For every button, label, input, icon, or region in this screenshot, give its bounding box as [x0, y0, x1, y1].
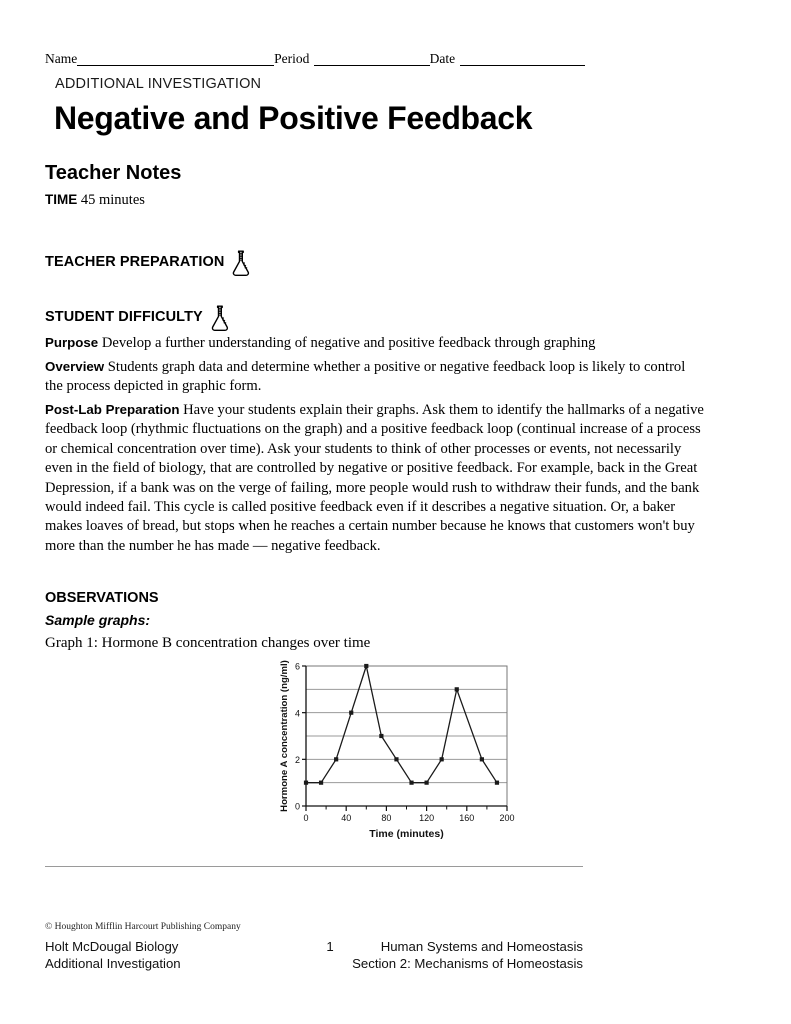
chart-data-point	[425, 781, 429, 785]
chart-y-tick-label: 2	[294, 754, 300, 765]
flask-icon	[209, 305, 231, 331]
footer-row	[45, 938, 583, 955]
chart-x-tick-label: 120	[419, 813, 435, 823]
kicker-label: ADDITIONAL INVESTIGATION	[55, 76, 262, 92]
chart-x-tick-label: 160	[459, 813, 475, 823]
chart-x-tick-label: 80	[381, 813, 392, 823]
chart-data-point	[319, 781, 323, 785]
time-line	[45, 192, 145, 209]
post-lab-preparation-paragraph	[45, 400, 705, 556]
chart-data-point	[334, 757, 338, 761]
chart-y-axis-label: Hormone A concentration (ng/ml)	[279, 660, 290, 812]
chart-data-point	[409, 781, 413, 785]
overview-text: Students graph data and determine whether a positive or negative feedback loop is likely to control the process depicted in graphic form.	[45, 359, 686, 395]
teacher-preparation-heading	[45, 250, 252, 270]
chart-y-tick-label: 6	[294, 661, 300, 672]
chart-canvas	[276, 658, 521, 843]
chart-x-tick-label: 40	[341, 813, 352, 823]
chart-data-point	[495, 781, 499, 785]
sample-graphs-label: Sample graphs:	[45, 612, 151, 628]
chart-x-tick-label: 0	[303, 813, 309, 823]
name-input-rule[interactable]	[77, 53, 274, 66]
chart-y-tick-label: 4	[294, 708, 300, 719]
chart-data-point	[349, 711, 353, 715]
period-input-rule[interactable]	[314, 53, 429, 66]
graph-1-caption: Graph 1: Hormone B concentration changes over time	[45, 635, 371, 651]
name-label: Name	[45, 51, 78, 66]
teacher-notes-heading: Teacher Notes	[45, 162, 182, 184]
overview-label: Overview	[45, 359, 105, 374]
student-difficulty-label: STUDENT DIFFICULTY	[45, 309, 203, 325]
student-difficulty-heading	[45, 305, 231, 325]
page-footer	[45, 938, 583, 972]
footer-row	[45, 955, 583, 972]
chart-x-axis-label: Time (minutes)	[369, 828, 444, 840]
chart-data-point	[455, 687, 459, 691]
teacher-preparation-label: TEACHER PREPARATION	[45, 254, 225, 270]
date-label: Date	[429, 51, 456, 66]
period-label: Period	[274, 51, 310, 66]
chart-data-point	[364, 664, 368, 668]
time-label: TIME	[45, 192, 78, 207]
overview-paragraph	[45, 357, 705, 397]
page-title: Negative and Positive Feedback	[54, 100, 533, 136]
chart-data-point	[440, 757, 444, 761]
section-divider	[45, 866, 583, 867]
copyright-notice: © Houghton Mifflin Harcourt Publishing Company	[45, 922, 241, 932]
name-period-date-line	[45, 52, 585, 66]
purpose-label: Purpose	[45, 335, 99, 350]
chart-data-point	[304, 781, 308, 785]
page-number: 1	[326, 939, 334, 954]
observations-heading: OBSERVATIONS	[45, 590, 159, 606]
footer-book-title: Holt McDougal Biology	[45, 939, 179, 954]
footer-section-title: Section 2: Mechanisms of Homeostasis	[352, 956, 583, 971]
post-lab-label: Post-Lab Preparation	[45, 402, 180, 417]
graph-1-chart	[276, 658, 521, 843]
chart-series-line	[306, 666, 497, 783]
time-value: 45 minutes	[80, 192, 145, 208]
purpose-paragraph	[45, 333, 705, 353]
chart-data-point	[480, 757, 484, 761]
chart-data-point	[394, 757, 398, 761]
post-lab-text: Have your students explain their graphs. Ask them to identify the hallmarks of a negative feedback loop (rhythmic fluctuations on the graph) and a positive feedback loop (continual increase of a process or chemical concentration over time). Ask your students to think of other processes or events, not necessarily even in the field of biology, that are controlled by negative or positive feedback. For example, back in the Great Depression, if a bank was on the verge of failing, more people would rush to withdraw their funds, and the bank would indeed fail. This cycle is called positive feedback even if it describes a negative situation. Or, a baker makes loaves of bread, but stops when he reaches a certain number because he knows that customers won't buy more than the number he has made — negative feedback.	[45, 402, 704, 554]
footer-unit-title: Human Systems and Homeostasis	[380, 939, 583, 954]
chart-y-tick-label: 0	[294, 801, 300, 812]
flask-icon	[230, 250, 252, 276]
footer-doc-type: Additional Investigation	[45, 956, 181, 971]
purpose-text: Develop a further understanding of negative and positive feedback through graphing	[98, 335, 596, 351]
chart-x-tick-label: 200	[499, 813, 515, 823]
date-input-rule[interactable]	[460, 53, 585, 66]
chart-data-point	[379, 734, 383, 738]
